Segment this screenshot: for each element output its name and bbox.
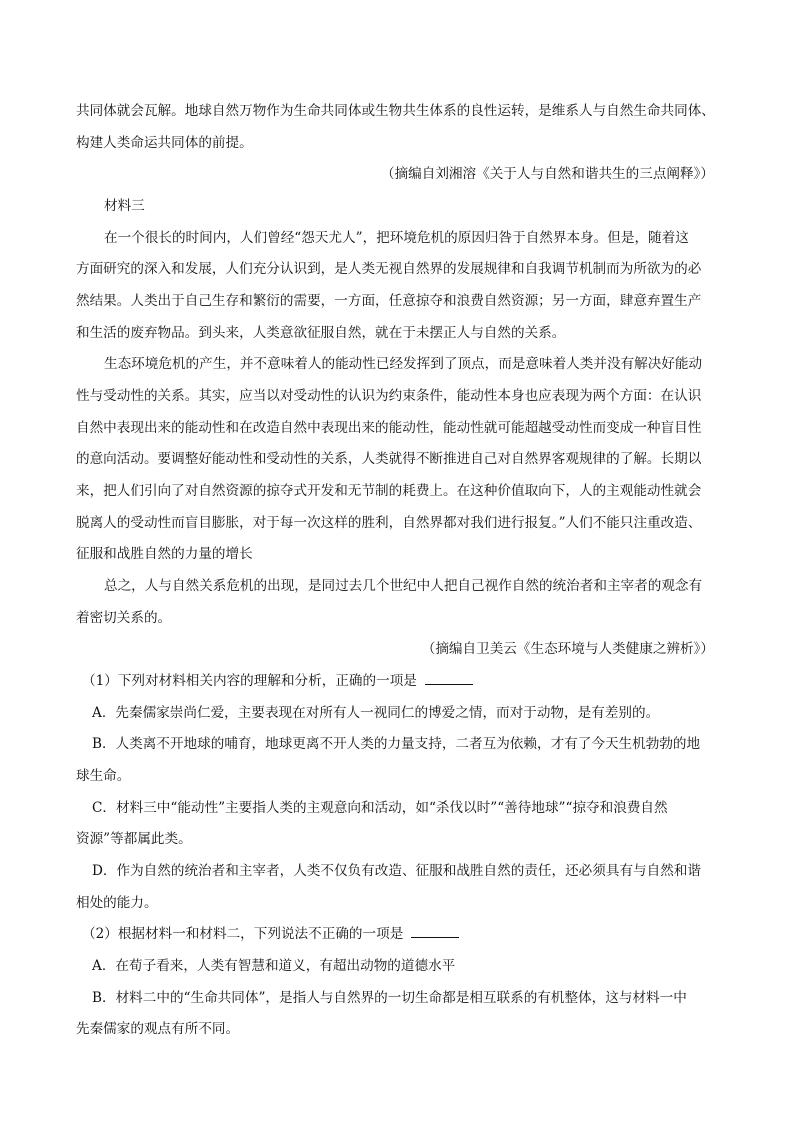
question-stem bbox=[82, 666, 722, 698]
paragraph-line: 的意向活动。要调整好能动性和受动性的关系，人类就得不断推进自己对自然界客观规律的了解。长期以 bbox=[76, 451, 702, 467]
paragraph-line: 共同体就会瓦解。地球自然万物作为生命共同体或生物共生体系的良性运转，是维系人与自然生命共同体、 bbox=[76, 103, 715, 119]
option-a: A．先秦儒家崇尚仁爱，主要表现在对所有人一视同仁的博爱之情，而对于动物，是有差别的。 bbox=[92, 705, 660, 721]
paragraph-line: 自然中表现出来的能动性和在改造自然中表现出来的能动性，能动性就可能超越受动性而变成一种盲目性 bbox=[76, 420, 702, 436]
paragraph-line: 性与受动性的关系。其实，应当以对受动性的认识为约束条件，能动性本身也应表现为两个方面：在认识 bbox=[76, 388, 702, 404]
paragraph-line: 脱离人的受动性而盲目膨胀，对于每一次这样的胜利，自然界都对我们进行报复。”人们不能只注重改造、 bbox=[76, 515, 702, 531]
paragraph-line: 来，把人们引向了对自然资源的掠夺式开发和无节制的耗费上。在这种价值取向下，人的主观能动性就会 bbox=[76, 483, 702, 499]
answer-blank bbox=[411, 923, 459, 938]
paragraph-line: 在一个很长的时间内，人们曾经“怨天尤人”，把环境危机的原因归咎于自然界本身。但是，随着这 bbox=[104, 230, 689, 246]
option-b-continued: 球生命。 bbox=[76, 768, 131, 784]
source-citation: （摘编自刘湘溶《关于人与自然和谐共生的三点阐释》） bbox=[380, 166, 714, 182]
paragraph-line: 生态环境危机的产生，并不意味着人的能动性已经发挥到了顶点，而是意味着人类并没有解决好能动 bbox=[104, 356, 703, 372]
option-c-continued: 资源”等都属此类。 bbox=[76, 831, 192, 847]
option-a: A．在荀子看来，人类有智慧和道义，有超出动物的道德水平 bbox=[92, 958, 456, 974]
option-b: B．材料二中的“生命共同体”，是指人与自然界的一切生命都是相互联系的有机整体，这与材料一中 bbox=[92, 990, 687, 1006]
option-c: C．材料三中“能动性”主要指人类的主观意向和活动，如“杀伐以时”“善待地球”“掠夺和浪费自然 bbox=[92, 800, 668, 816]
option-d-continued: 相处的能力。 bbox=[76, 895, 158, 911]
paragraph-line: 着密切关系的。 bbox=[76, 610, 172, 626]
option-d: D．作为自然的统治者和主宰者，人类不仅负有改造、征服和战胜自然的责任，还必须具有与自然和谐 bbox=[92, 863, 702, 879]
question-stem bbox=[82, 919, 722, 951]
paragraph-line: 构建人类命运共同体的前提。 bbox=[76, 135, 253, 151]
paragraph-line: 和生活的废弃物品。到头来，人类意欲征服自然，就在于未摆正人与自然的关系。 bbox=[76, 325, 566, 341]
source-citation: （摘编自卫美云《生态环境与人类健康之辨析》） bbox=[421, 641, 714, 657]
answer-blank bbox=[425, 670, 473, 685]
paragraph-line: 然结果。人类出于自己生存和繁衍的需要，一方面，任意掠夺和浪费自然资源；另一方面，肆意弃置生产 bbox=[76, 293, 702, 309]
section-heading: 材料三 bbox=[104, 198, 145, 214]
option-b-continued: 先秦儒家的观点有所不同。 bbox=[76, 1021, 240, 1037]
question-stem-text: （1）下列对材料相关内容的理解和分析，正确的一项是 bbox=[82, 673, 417, 689]
option-b: B．人类离不开地球的哺育，地球更离不开人类的力量支持，二者互为依赖，才有了今天生机勃勃的地 bbox=[92, 736, 701, 752]
paragraph-line: 总之，人与自然关系危机的出现，是同过去几个世纪中人把自己视作自然的统治者和主宰者的观念有 bbox=[104, 578, 703, 594]
question-stem-text: （2）根据材料一和材料二，下列说法不正确的一项是 bbox=[82, 926, 404, 942]
paragraph-line: 征服和战胜自然的力量的增长 bbox=[76, 546, 253, 562]
paragraph-line: 方面研究的深入和发展，人们充分认识到，是人类无视自然界的发展规律和自我调节机制而为所欲为的必 bbox=[76, 261, 702, 277]
